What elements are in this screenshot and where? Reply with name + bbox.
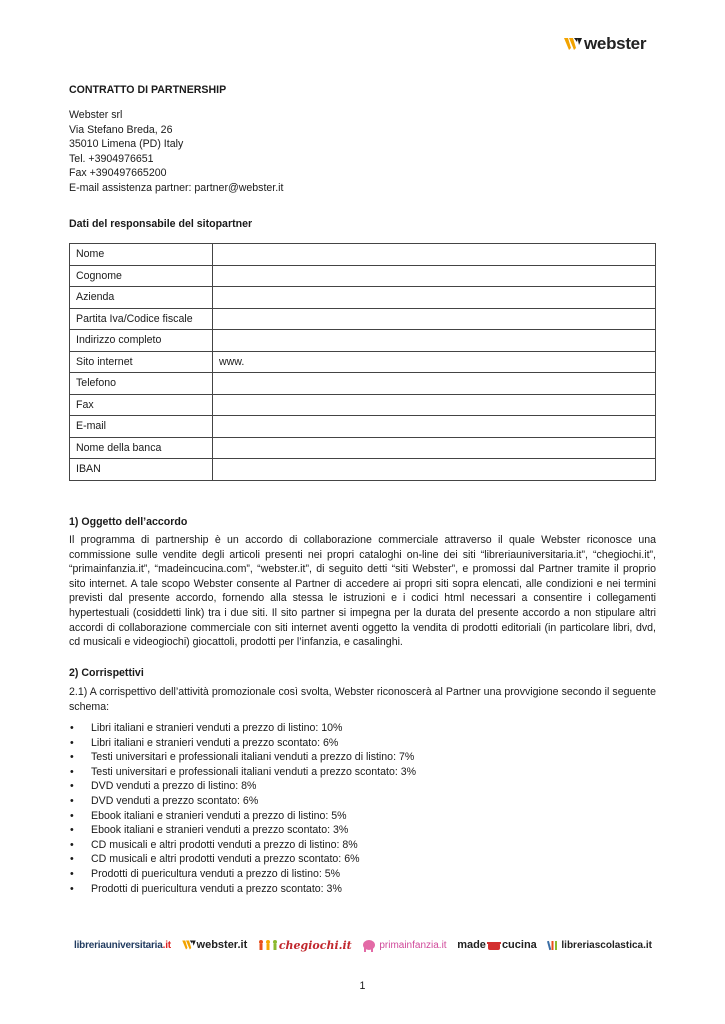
footer-logos: [74, 934, 652, 956]
madeincucina-text-b: cucina: [501, 939, 537, 951]
primainfanzia-logo: [362, 939, 446, 952]
table-row: [70, 244, 656, 266]
row-label: Nome: [70, 244, 213, 266]
books-icon: [547, 939, 559, 951]
row-value[interactable]: [213, 394, 656, 416]
table-row: [70, 287, 656, 309]
row-label: Azienda: [70, 287, 213, 309]
section2-intro: 2.1) A corrispettivo dell’attività promozionale così svolta, Webster riconoscerà al Partner una provvigione secondo il seguente schema:: [69, 686, 656, 713]
webster-logo: [564, 34, 646, 54]
row-value[interactable]: [213, 459, 656, 481]
webster-footer-logo: [182, 939, 248, 951]
row-value[interactable]: [213, 308, 656, 330]
libreriauniversitaria-tld: .it: [162, 939, 171, 951]
elephant-icon: [362, 939, 376, 952]
list-item: • Testi universitari e professionali italiani venduti a prezzo di listino: 7%: [69, 750, 416, 765]
madeincucina-logo: [457, 939, 537, 951]
company-address: [69, 108, 283, 196]
row-label: Nome della banca: [70, 437, 213, 459]
list-item: • DVD venduti a prezzo di listino: 8%: [69, 779, 416, 794]
table-row: [70, 394, 656, 416]
list-item: • Ebook italiani e stranieri venduti a prezzo di listino: 5%: [69, 809, 416, 824]
page-number: 1: [359, 980, 366, 992]
row-value[interactable]: www.: [213, 351, 656, 373]
figures-icon: [258, 939, 278, 951]
table-row: [70, 459, 656, 481]
primainfanzia-text: primainfanzia.it: [379, 939, 447, 951]
chegiochi-logo: [258, 939, 352, 952]
row-label: Telefono: [70, 373, 213, 395]
list-item: • Prodotti di puericultura venduti a prezzo di listino: 5%: [69, 867, 416, 882]
list-item: • CD musicali e altri prodotti venduti a prezzo di listino: 8%: [69, 838, 416, 853]
section1-heading: 1) Oggetto dell’accordo: [69, 516, 188, 528]
list-item: • Libri italiani e stranieri venduti a prezzo di listino: 10%: [69, 721, 416, 736]
section1-paragraph: Il programma di partnership è un accordo di collaborazione commerciale attraverso il quale Webster riconosce una commissione sulle vendite degli articoli presenti nei propri cataloghi on-line dei siti “libreriauniversitaria.it”, “chegiochi.it”, “primainfanzia.it”, “madeincucina.com”, “webster.it”, di seguito detti “siti Webster”, e promossi dal Partner tramite il proprio sito internet. A tale scopo Webster consente al Partner di accedere ai propri siti sopra elencati, alle condizioni e nei termini previsti dal presente accordo, fornendo alla stessa le istruzioni e i codici html necessari a consentire i collegamenti hypertestuali (cosiddetti link) tra i due siti. Il sito partner si impegna per la durata del presente accordo a non stipulare altri accordi di collaborazione commerciale con siti internet aventi oggetto la vendita di prodotti editoriali (in particolare libri, dvd, cd musicali e videogiochi) giocattoli, prodotti per l’infanzia, e casalinghi.: [69, 534, 656, 649]
list-item: • Ebook italiani e stranieri venduti a prezzo scontato: 3%: [69, 823, 416, 838]
table-row: [70, 437, 656, 459]
address-line: Via Stefano Breda, 26: [69, 123, 173, 136]
pot-icon: [487, 939, 501, 951]
section2-heading: 2) Corrispettivi: [69, 667, 144, 679]
table-row: [70, 351, 656, 373]
partner-section-heading: Dati del responsabile del sitopartner: [69, 218, 253, 230]
row-value[interactable]: [213, 437, 656, 459]
address-line: E-mail assistenza partner: partner@webster.it: [69, 181, 284, 194]
list-item: • DVD venduti a prezzo scontato: 6%: [69, 794, 416, 809]
chegiochi-text: chegiochi.it: [278, 938, 352, 952]
row-label: Indirizzo completo: [70, 330, 213, 352]
madeincucina-text-a: made: [457, 939, 486, 951]
row-value[interactable]: [213, 373, 656, 395]
row-label: E-mail: [70, 416, 213, 438]
contract-title: CONTRATTO DI PARTNERSHIP: [69, 84, 227, 96]
list-item: • Libri italiani e stranieri venduti a prezzo scontato: 6%: [69, 736, 416, 751]
libreriascolastica-logo: [547, 939, 652, 951]
table-row: [70, 265, 656, 287]
webster-w-icon: [564, 36, 582, 52]
commission-list: [69, 721, 416, 896]
row-value[interactable]: [213, 416, 656, 438]
list-item: • CD musicali e altri prodotti venduti a prezzo scontato: 6%: [69, 852, 416, 867]
list-item: • Prodotti di puericultura venduti a prezzo scontato: 3%: [69, 882, 416, 897]
row-label: Sito internet: [70, 351, 213, 373]
address-line: Webster srl: [69, 109, 123, 121]
address-line: Tel. +3904976651: [69, 152, 154, 165]
list-item: • Testi universitari e professionali italiani venduti a prezzo scontato: 3%: [69, 765, 416, 780]
partner-data-table: [69, 243, 656, 481]
webster-w-icon: [182, 939, 196, 951]
table-row: [70, 416, 656, 438]
row-value[interactable]: [213, 244, 656, 266]
libreriauniversitaria-logo: [74, 940, 171, 951]
libreriascolastica-text: libreriascolastica.it: [561, 939, 652, 951]
address-line: 35010 Limena (PD) Italy: [69, 138, 184, 151]
row-label: Cognome: [70, 265, 213, 287]
row-label: Partita Iva/Codice fiscale: [70, 308, 213, 330]
table-row: [70, 373, 656, 395]
table-row: [70, 308, 656, 330]
row-value[interactable]: [213, 265, 656, 287]
row-label: Fax: [70, 394, 213, 416]
row-label: IBAN: [70, 459, 213, 481]
row-value[interactable]: [213, 330, 656, 352]
table-row: [70, 330, 656, 352]
address-line: Fax +390497665200: [69, 167, 167, 180]
row-value[interactable]: [213, 287, 656, 309]
libreriauniversitaria-text: libreriauniversitaria: [74, 939, 163, 951]
webster-footer-text: webster.it: [196, 939, 248, 951]
webster-logo-text: webster: [584, 34, 647, 53]
